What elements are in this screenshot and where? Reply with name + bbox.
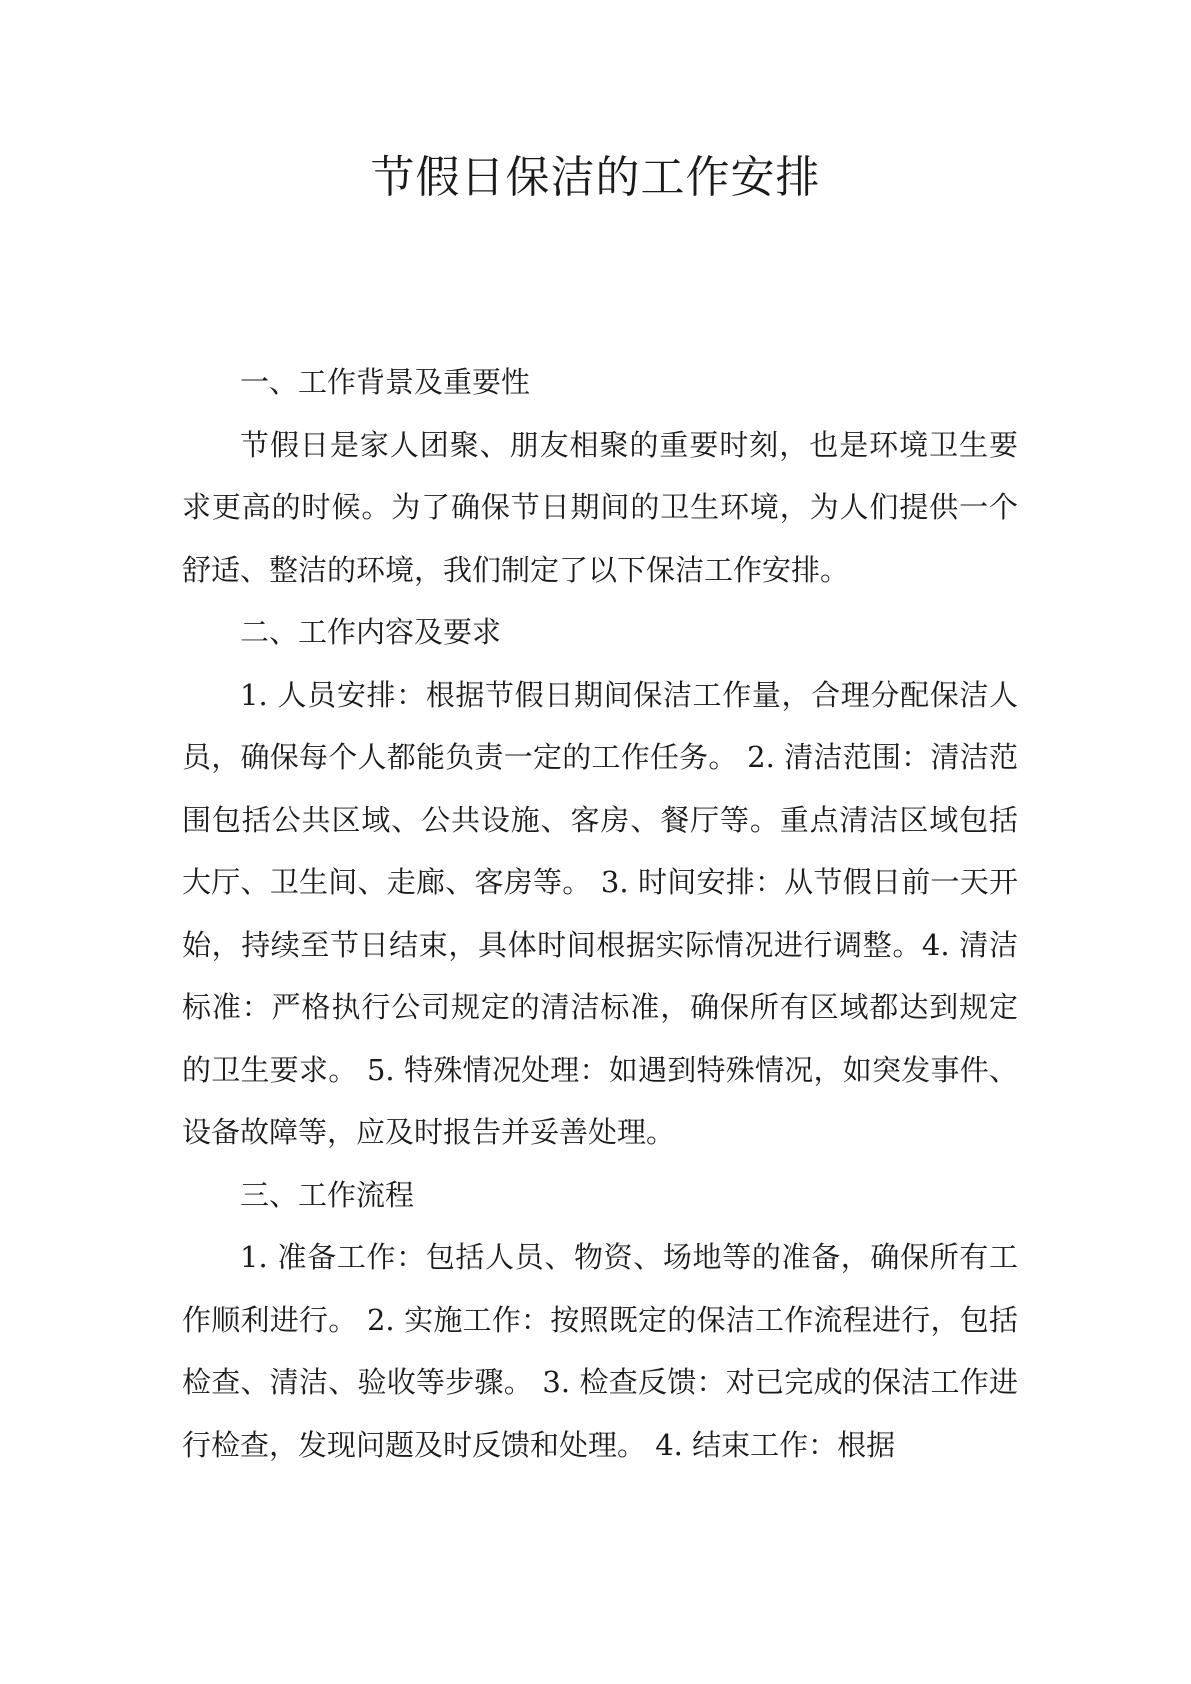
section-heading-process: 三、工作流程 — [240, 1177, 415, 1212]
section-paragraph-background: 节假日是家人团聚、朋友相聚的重要时刻，也是环境卫生要求更高的时候。为了确保节日期间的卫生环境，为人们提供一个舒适、整洁的环境，我们制定了以下保洁工作安排。 — [182, 427, 1018, 587]
section-paragraph-content: 1. 人员安排：根据节假日期间保洁工作量，合理分配保洁人员，确保每个人都能负责一定的工作任务。 2. 清洁范围：清洁范围包括公共区域、公共设施、客房、餐厅等。重点清洁区域包括大厅、卫生间、走廊、客房等。 3. 时间安排：从节假日前一天开始，持续至节日结束，具体时间根据实际情况进行调整。4. 清洁标准：严格执行公司规定的清洁标准，确保所有区域都达到规定的卫生要求。 5. 特殊情况处理：如遇到特殊情况，如突发事件、设备故障等，应及时报告并妥善处理。 — [182, 677, 1018, 1149]
section-heading-background: 一、工作背景及重要性 — [240, 365, 531, 399]
document-body — [182, 351, 1018, 1476]
document-title: 节假日保洁的工作安排 — [370, 152, 821, 203]
section-paragraph-process: 1. 准备工作：包括人员、物资、场地等的准备，确保所有工作顺利进行。 2. 实施工作：按照既定的保洁工作流程进行，包括检查、清洁、验收等步骤。 3. 检查反馈：对已完成的保洁工作进行检查，发现问题及时反馈和处理。 4. 结束工作：根据 — [182, 1240, 1018, 1462]
section-heading-content: 二、工作内容及要求 — [240, 615, 502, 649]
